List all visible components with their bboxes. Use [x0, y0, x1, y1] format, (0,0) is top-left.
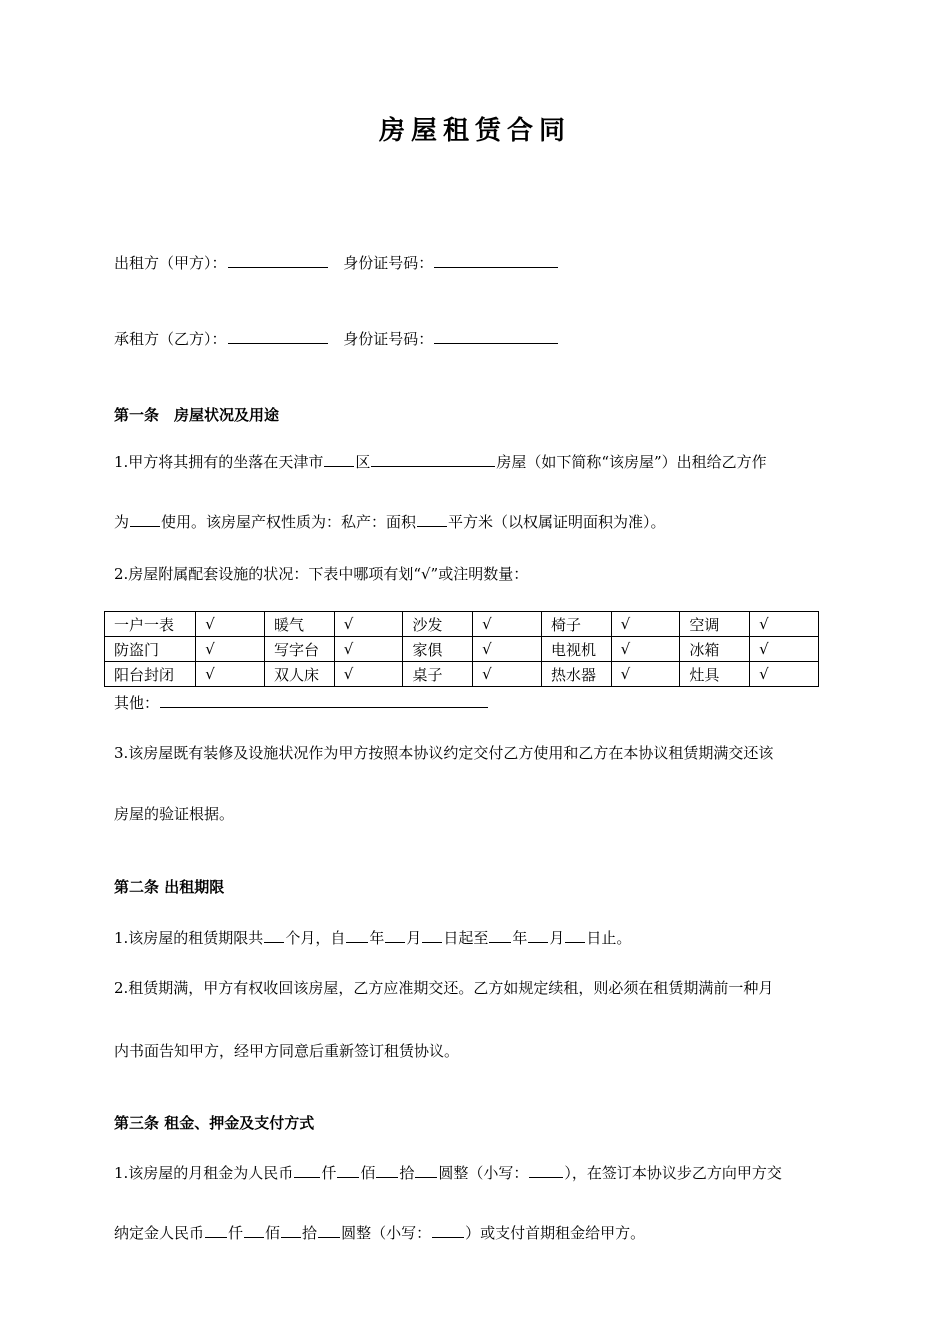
tenant-id-blank[interactable] — [434, 329, 558, 344]
landlord-line — [114, 252, 559, 273]
article1-p1-line1 — [114, 451, 767, 472]
text-segment: 1.该房屋的租赁期限共 — [114, 929, 264, 947]
end-day-blank[interactable] — [565, 928, 585, 943]
facility-check-cell[interactable]: √ — [334, 637, 403, 662]
facility-name-cell: 一户一表 — [105, 612, 196, 637]
facility-check-cell[interactable]: √ — [611, 662, 680, 687]
usage-blank[interactable] — [130, 512, 160, 527]
text-segment: 1.该房屋的月租金为人民币 — [114, 1164, 294, 1182]
rent-hundreds-blank[interactable] — [337, 1163, 359, 1178]
facility-check-cell[interactable]: √ — [611, 637, 680, 662]
article2-p2-line1: 2.租赁期满，甲方有权收回该房屋，乙方应准期交还。乙方如规定续租，则必须在租赁期满前一种月 — [114, 979, 774, 997]
area-blank[interactable] — [417, 512, 447, 527]
facility-check-cell[interactable]: √ — [334, 662, 403, 687]
text-segment: 圆整（小写： — [341, 1224, 432, 1242]
facility-name-cell: 电视机 — [541, 637, 611, 662]
facility-row — [105, 637, 819, 662]
facility-check-cell[interactable]: √ — [473, 637, 542, 662]
landlord-name-blank[interactable] — [228, 253, 328, 268]
facility-name-cell: 灶具 — [680, 662, 750, 687]
text-segment: 区 — [355, 453, 371, 471]
facility-name-cell: 热水器 — [541, 662, 611, 687]
district-blank[interactable] — [324, 452, 354, 467]
facility-check-cell[interactable]: √ — [196, 662, 265, 687]
facility-row — [105, 612, 819, 637]
article2-p1 — [114, 927, 631, 948]
facility-name-cell: 桌子 — [403, 662, 473, 687]
facility-check-cell[interactable]: √ — [750, 662, 819, 687]
rent-units-blank[interactable] — [415, 1163, 437, 1178]
tenant-id-label: 身份证号码： — [343, 330, 434, 348]
facility-name-cell: 双人床 — [265, 662, 335, 687]
text-segment: 使用。该房屋产权性质为：私产：面积 — [161, 513, 417, 531]
facilities-table — [104, 611, 819, 687]
text-segment: 年 — [512, 929, 528, 947]
tenant-label: 承租方（乙方）： — [114, 330, 227, 348]
text-segment: 仟 — [228, 1224, 244, 1242]
text-segment: 1.甲方将其拥有的坐落在天津市 — [114, 453, 324, 471]
address-blank[interactable] — [371, 452, 495, 467]
text-segment: 日起至 — [443, 929, 489, 947]
deposit-thousands-blank[interactable] — [205, 1223, 227, 1238]
rent-numeric-blank[interactable] — [529, 1163, 563, 1178]
text-segment: 仟 — [321, 1164, 337, 1182]
facility-check-cell[interactable]: √ — [473, 612, 542, 637]
text-segment: 日止。 — [586, 929, 632, 947]
facility-check-cell[interactable]: √ — [750, 637, 819, 662]
article1-p1-line2 — [114, 511, 666, 532]
text-segment: 纳定金人民币 — [114, 1224, 205, 1242]
article1-p3-line1: 3.该房屋既有装修及设施状况作为甲方按照本协议约定交付乙方使用和乙方在本协议租赁期满交还该 — [114, 744, 774, 762]
facility-name-cell: 冰箱 — [680, 637, 750, 662]
deposit-numeric-blank[interactable] — [432, 1223, 464, 1238]
facility-check-cell[interactable]: √ — [611, 612, 680, 637]
facility-check-cell[interactable]: √ — [750, 612, 819, 637]
tenant-name-blank[interactable] — [228, 329, 328, 344]
deposit-units-blank[interactable] — [318, 1223, 340, 1238]
article1-p3-line2: 房屋的验证根据。 — [114, 805, 235, 823]
text-segment: 圆整（小写： — [438, 1164, 529, 1182]
text-segment: 个月，自 — [285, 929, 346, 947]
facility-name-cell: 暖气 — [265, 612, 335, 637]
end-month-blank[interactable] — [528, 928, 548, 943]
facility-name-cell: 阳台封闭 — [105, 662, 196, 687]
text-segment: 月 — [406, 929, 422, 947]
start-year-blank[interactable] — [346, 928, 368, 943]
article3-p1-line2 — [114, 1222, 645, 1243]
other-label: 其他： — [114, 694, 160, 712]
facility-check-cell[interactable]: √ — [473, 662, 542, 687]
facility-name-cell: 写字台 — [265, 637, 335, 662]
landlord-id-label: 身份证号码： — [343, 254, 434, 272]
text-segment: 平方米（以权属证明面积为准）。 — [448, 513, 666, 531]
text-segment: 月 — [549, 929, 565, 947]
facility-name-cell: 家俱 — [403, 637, 473, 662]
text-segment: 房屋（如下简称“该房屋”）出租给乙方作 — [496, 453, 767, 471]
article3-heading: 第三条 租金、押金及支付方式 — [114, 1114, 315, 1132]
text-segment: 拾 — [302, 1224, 318, 1242]
facility-name-cell: 空调 — [680, 612, 750, 637]
text-segment: ），在签订本协议步乙方向甲方交 — [564, 1164, 782, 1182]
text-segment: 拾 — [399, 1164, 415, 1182]
facility-name-cell: 防盗门 — [105, 637, 196, 662]
start-month-blank[interactable] — [385, 928, 405, 943]
text-segment: 佰 — [360, 1164, 376, 1182]
months-blank[interactable] — [264, 928, 284, 943]
facility-row — [105, 662, 819, 687]
article1-p2: 2.房屋附属配套设施的状况：下表中哪项有划“√”或注明数量： — [114, 565, 529, 583]
facility-name-cell: 椅子 — [541, 612, 611, 637]
article1-heading: 第一条 房屋状况及用途 — [114, 406, 280, 424]
text-segment: ）或支付首期租金给甲方。 — [465, 1224, 646, 1242]
tenant-line — [114, 328, 559, 349]
article2-heading: 第二条 出租期限 — [114, 878, 225, 896]
deposit-tens-blank[interactable] — [281, 1223, 301, 1238]
other-line — [114, 692, 489, 713]
text-segment: 佰 — [265, 1224, 281, 1242]
text-segment: 年 — [369, 929, 385, 947]
article3-p1-line1 — [114, 1162, 782, 1183]
rent-thousands-blank[interactable] — [294, 1163, 320, 1178]
deposit-hundreds-blank[interactable] — [244, 1223, 264, 1238]
page-title: 房屋租赁合同 — [378, 116, 571, 146]
facility-check-cell[interactable]: √ — [334, 612, 403, 637]
facility-check-cell[interactable]: √ — [196, 612, 265, 637]
text-segment: 为 — [114, 513, 130, 531]
end-year-blank[interactable] — [489, 928, 511, 943]
other-blank[interactable] — [160, 693, 488, 708]
rent-tens-blank[interactable] — [376, 1163, 398, 1178]
landlord-label: 出租方（甲方）： — [114, 254, 227, 272]
landlord-id-blank[interactable] — [434, 253, 558, 268]
start-day-blank[interactable] — [422, 928, 442, 943]
article2-p2-line2: 内书面告知甲方，经甲方同意后重新签订租赁协议。 — [114, 1042, 460, 1060]
facility-name-cell: 沙发 — [403, 612, 473, 637]
facility-check-cell[interactable]: √ — [196, 637, 265, 662]
